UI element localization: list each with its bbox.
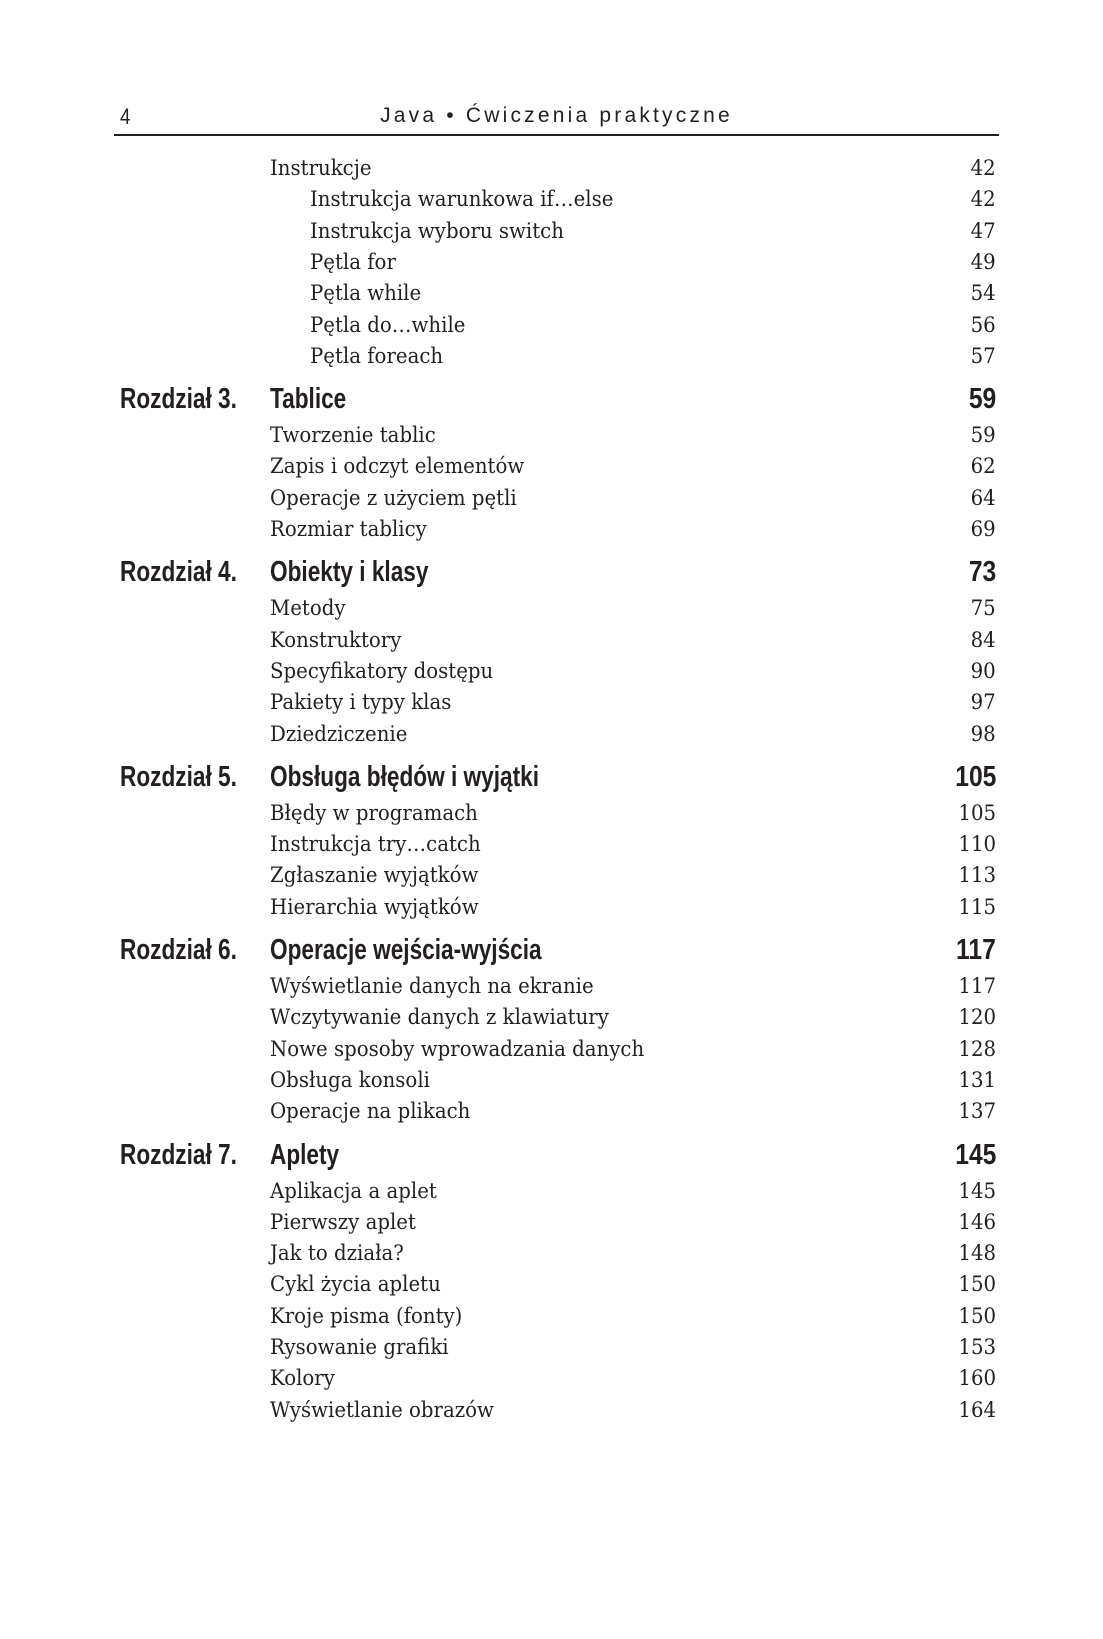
- entry-title: Specyfikatory dostępu: [270, 658, 494, 683]
- toc-entry: [270, 656, 996, 686]
- entry-page-number: 56: [970, 312, 996, 337]
- entry-title: Metody: [270, 596, 346, 621]
- chapter-page-number: 73: [968, 556, 996, 589]
- toc-chapter: [120, 757, 996, 797]
- running-title: Java • Ćwiczenia praktyczne: [380, 104, 733, 127]
- entry-page-number: 164: [958, 1397, 996, 1422]
- entry-page-number: 97: [970, 690, 996, 715]
- entry-page-number: 146: [958, 1209, 996, 1234]
- entry-page-number: 75: [970, 596, 996, 621]
- entry-title: Instrukcja wyboru switch: [310, 218, 564, 243]
- toc-subentry: [310, 184, 996, 214]
- entry-title: Rozmiar tablicy: [270, 517, 427, 541]
- entry-page-number: 42: [970, 187, 996, 212]
- chapter-label: Rozdział 6.: [120, 934, 237, 966]
- toc-subentry: [310, 278, 996, 308]
- chapter-page-number: 117: [956, 934, 996, 966]
- toc-entry: [270, 451, 996, 481]
- toc-entry: [270, 719, 996, 749]
- toc-entry: [270, 1395, 996, 1425]
- toc-entry: [270, 892, 996, 922]
- toc-entry: [270, 514, 996, 544]
- page-header: [114, 100, 999, 136]
- entry-page-number: 120: [958, 1005, 996, 1030]
- entry-page-number: 69: [970, 517, 996, 541]
- toc-entry: [270, 860, 996, 890]
- entry-title: Cykl życia apletu: [270, 1272, 441, 1297]
- chapter-label: Rozdział 4.: [120, 556, 237, 589]
- toc-chapter: [120, 1135, 996, 1175]
- toc-entry: [270, 483, 996, 513]
- entry-page-number: 84: [970, 627, 996, 652]
- entry-title: Instrukcje: [270, 156, 372, 180]
- entry-page-number: 148: [958, 1241, 996, 1266]
- entry-title: Dziedziczenie: [270, 721, 408, 746]
- entry-title: Pakiety i typy klas: [270, 690, 452, 715]
- entry-page-number: 49: [970, 249, 996, 274]
- toc-entry: [270, 625, 996, 655]
- chapter-page-number: 105: [954, 760, 996, 793]
- page-number: 4: [120, 104, 131, 129]
- toc-entry: [270, 1269, 996, 1299]
- entry-page-number: 90: [970, 658, 996, 683]
- toc-subentry: [310, 216, 996, 246]
- entry-title: Obsługa konsoli: [270, 1067, 430, 1092]
- entry-page-number: 105: [958, 800, 996, 825]
- toc-entry: [270, 1096, 996, 1126]
- entry-title: Zgłaszanie wyjątków: [270, 863, 479, 888]
- entry-title: Hierarchia wyjątków: [270, 894, 479, 919]
- chapter-label: Rozdział 5.: [120, 760, 237, 793]
- toc-entry: [270, 798, 996, 828]
- toc-chapter: [120, 552, 996, 592]
- entry-title: Pętla foreach: [310, 343, 444, 368]
- toc-chapter: [120, 379, 996, 419]
- entry-page-number: 47: [970, 218, 996, 243]
- entry-title: Kolory: [270, 1366, 335, 1391]
- entry-title: Rysowanie grafiki: [270, 1335, 449, 1359]
- toc-entry: [270, 1332, 996, 1362]
- entry-page-number: 59: [970, 423, 996, 448]
- chapter-page-number: 145: [954, 1138, 996, 1171]
- entry-title: Pierwszy aplet: [270, 1209, 416, 1234]
- entry-title: Instrukcja warunkowa if…else: [310, 187, 614, 212]
- toc-entry: [270, 1301, 996, 1331]
- toc-entry: [270, 420, 996, 450]
- toc-entry: [270, 153, 996, 183]
- entry-page-number: 160: [958, 1366, 996, 1391]
- entry-page-number: 128: [958, 1036, 996, 1061]
- entry-title: Pętla do…while: [310, 312, 466, 337]
- entry-title: Wyświetlanie obrazów: [270, 1397, 494, 1422]
- toc-subentry: [310, 341, 996, 371]
- toc-entry: [270, 1176, 996, 1206]
- entry-title: Operacje na plikach: [270, 1099, 471, 1124]
- toc-entry: [270, 971, 996, 1001]
- chapter-title: Operacje wejścia-wyjścia: [270, 934, 542, 966]
- entry-page-number: 115: [958, 894, 996, 919]
- entry-page-number: 150: [958, 1303, 996, 1328]
- entry-title: Operacje z użyciem pętli: [270, 485, 517, 510]
- toc-chapter: [120, 930, 996, 970]
- entry-title: Pętla for: [310, 249, 396, 274]
- chapter-title: Obiekty i klasy: [270, 556, 429, 589]
- toc-entry: [270, 593, 996, 623]
- chapter-page-number: 59: [968, 383, 996, 416]
- toc-entry: [270, 1238, 996, 1268]
- chapter-title: Aplety: [270, 1138, 340, 1171]
- entry-title: Tworzenie tablic: [270, 423, 436, 448]
- toc-entry: [270, 687, 996, 717]
- toc-entry: [270, 1034, 996, 1064]
- entry-page-number: 113: [958, 863, 996, 888]
- entry-page-number: 98: [970, 721, 996, 746]
- entry-page-number: 62: [970, 454, 996, 479]
- entry-title: Błędy w programach: [270, 800, 478, 825]
- entry-title: Pętla while: [310, 281, 422, 306]
- toc-entry: [270, 1207, 996, 1237]
- toc-subentry: [310, 247, 996, 277]
- entry-page-number: 131: [958, 1067, 996, 1092]
- entry-title: Aplikacja a aplet: [270, 1178, 437, 1203]
- entry-page-number: 150: [958, 1272, 996, 1297]
- entry-title: Nowe sposoby wprowadzania danych: [270, 1036, 645, 1061]
- entry-title: Konstruktory: [270, 627, 402, 652]
- entry-page-number: 42: [970, 156, 996, 180]
- entry-title: Zapis i odczyt elementów: [270, 454, 525, 479]
- toc-entry: [270, 829, 996, 859]
- toc-entry: [270, 1002, 996, 1032]
- chapter-label: Rozdział 7.: [120, 1138, 237, 1171]
- toc-subentry: [310, 310, 996, 340]
- entry-title: Wczytywanie danych z klawiatury: [270, 1005, 609, 1030]
- entry-title: Kroje pisma (fonty): [270, 1303, 463, 1328]
- chapter-title: Obsługa błędów i wyjątki: [270, 760, 539, 793]
- chapter-label: Rozdział 3.: [120, 383, 237, 416]
- entry-title: Instrukcja try…catch: [270, 832, 481, 857]
- entry-page-number: 57: [970, 343, 996, 368]
- toc-entry: [270, 1363, 996, 1393]
- entry-title: Wyświetlanie danych na ekranie: [270, 974, 594, 998]
- entry-page-number: 117: [958, 974, 996, 998]
- entry-page-number: 153: [958, 1335, 996, 1359]
- entry-page-number: 64: [970, 485, 996, 510]
- chapter-title: Tablice: [270, 383, 347, 416]
- toc-entry: [270, 1065, 996, 1095]
- entry-page-number: 145: [958, 1178, 996, 1203]
- entry-page-number: 137: [958, 1099, 996, 1124]
- entry-title: Jak to działa?: [270, 1241, 404, 1266]
- entry-page-number: 54: [970, 281, 996, 306]
- entry-page-number: 110: [958, 832, 996, 857]
